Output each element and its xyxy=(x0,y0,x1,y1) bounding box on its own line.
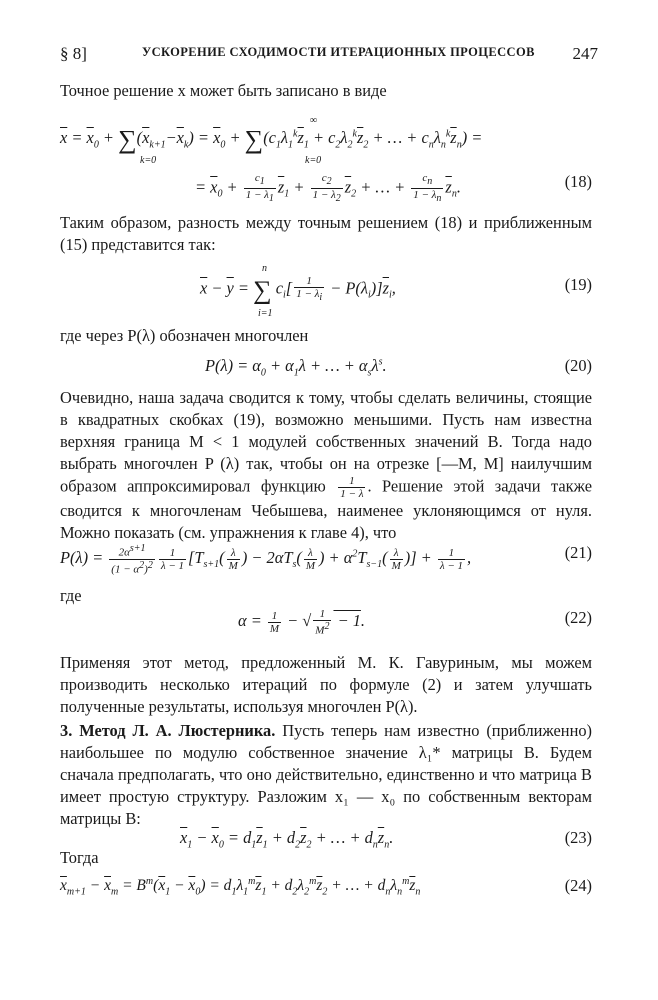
running-header xyxy=(60,44,598,68)
paragraph-lyusternik xyxy=(60,720,592,830)
paragraph-task-text: Очевидно, наша задача сводится к тому, чтобы сделать величины, стоящие в квадратных скобках (19), возможно меньшими. Пусть нам известна верхняя граница M < 1 модулей собственных значений B. Тогда надо выбрать многочлен P (λ) так, чтобы он на отрезке [—M, M] xyxy=(60,388,592,473)
header-title: УСКОРЕНИЕ СХОДИМОСТИ ИТЕРАЦИОННЫХ ПРОЦЕССОВ xyxy=(142,45,535,59)
paragraph-where: где xyxy=(60,586,82,605)
equation-number: (22) xyxy=(564,608,592,627)
paragraph-difference: Таким образом, разность между точным решением (18) и приближенным (15) представится так: xyxy=(60,213,592,254)
paragraph-exact-solution: Точное решение x может быть записано в виде xyxy=(60,81,387,100)
page-number: 247 xyxy=(572,44,598,63)
equation-20: $P(\lambda) = \alpha_0 + \alpha_1\lambda$ + … + $\alpha_s\lambda^s$. (20) xyxy=(205,356,592,379)
equation-18: = $\overline{x}_0$ + $\frac{c_1}{1 - \lambda_1}$ $\overline{z}_1$ + $\frac{c_2}{1 - \lambda_2}$ $\overline{z}_2$ + … + $\frac{c_n}{1 - \lambda_n}$ $\overline{z}_n$. (18) xyxy=(195,172,592,205)
equation-number: (23) xyxy=(564,828,592,847)
equation-19: $\overline{x} - \overline{y}$ = ∑ $c_i$[ $\frac{1}{1 - \lambda_i}$ − $P(\lambda_i)]\overline{z}_i$, n i=1 (19) xyxy=(200,263,592,319)
equation-22: α = $\frac{1}{M}$ − √ $\frac{1}{M^2}$ − 1. (22) xyxy=(238,608,592,637)
paragraph-gavurin: Применяя этот метод, предложенный М. К. Гавуриным, мы можем производить несколько итераций по формуле (2) и затем улучшать полученные результаты, используя многочлен P(λ). xyxy=(60,653,592,716)
equation-23: $\overline{x}_1 - \overline{x}_0 = d_1\overline{z}_1 + d_2\overline{z}_2$ + … + $d_n\overline{z}_n$. (23) xyxy=(180,828,592,851)
paragraph-task-text-2: наилучшим образом аппроксимировал функцию xyxy=(60,454,592,496)
equation-21: P(λ) = $\frac{2\alpha^{s+1}}{(1 - \alpha^2)^2}$ $\frac{1}{\lambda - 1}$ [$T_{s+1}$( $\frac{\lambda}{M}$ ) − $2\alpha T_s$( $\frac{\lambda}{M}$ ) + $\alpha^2T_{s-1}$( $\frac{\lambda}{M}$ )] + $\frac{1}{\lambda - 1}$ , (21) xyxy=(60,543,592,576)
equation-17: $\overline{x} = \overline{x}_0 + \sum(\overline{x}_{k+1}-\overline{x}_k) = \overline{x}_0 + \sum(c_1\lambda_1^k\overline{z}_1 + c_2\lambda_2^k\overline{z}_2$ + … + $c_n\lambda_n^k\overline{z}_n$) = k=0 ∞ k=0 xyxy=(60,115,483,166)
method-heading: 3. Метод Л. А. Люстерника. xyxy=(60,721,276,740)
section-mark: § 8] xyxy=(60,44,87,63)
equation-number: (20) xyxy=(564,356,592,375)
paragraph-task-text-3: . Решение этой задачи также сводится к многочленам Чебышева, наименее уклоняющимся от нуля. Можно показать (см. упражнения к главе 4), что xyxy=(60,476,592,542)
equation-24: $\overline{x}_{m+1} - \overline{x}_m = B^m(\overline{x}_1 - \overline{x}_0) = d_1\lambda_1^m\overline{z}_1 + d_2\lambda_2^m\overline{z}_2$ + … + $d_n\lambda_n^m\overline{z}_n$ (24) xyxy=(60,876,592,898)
equation-number: (18) xyxy=(564,172,592,191)
equation-number: (21) xyxy=(564,543,592,562)
equation-number: (24) xyxy=(564,876,592,895)
paragraph-polynomial: где через P(λ) обозначен многочлен xyxy=(60,326,309,345)
paragraph-task: Очевидно, наша задача сводится к тому, чтобы сделать величины, стоящие в квадратных скобках (19), возможно меньшими. Пусть нам известна верхняя граница M < 1 модулей собственных значений B. Тогда надо выбрать многочлен P (λ) так, чтобы он на отрезке [—M, M] наилучшим образом аппроксимировал функцию $\frac{1}{1 - \lambda}$ . Решение этой задачи также сводится к многочленам Чебышева, наименее уклоняющимся от нуля. Можно показать (см. упражнения к главе 4), что xyxy=(60,388,592,542)
equation-number: (19) xyxy=(564,275,592,294)
paragraph-then: Тогда xyxy=(60,848,99,867)
paragraph-lyusternik-text: Пусть теперь нам известно (приближенно) наибольшее по модулю собственное значение λ₁* матрицы B. Будем сначала предполагать, что оно действительно, единственно и что матрица B имеет простую структуру. Разложим x₁ — x₀ по собственным векторам матрицы B: xyxy=(60,721,592,828)
